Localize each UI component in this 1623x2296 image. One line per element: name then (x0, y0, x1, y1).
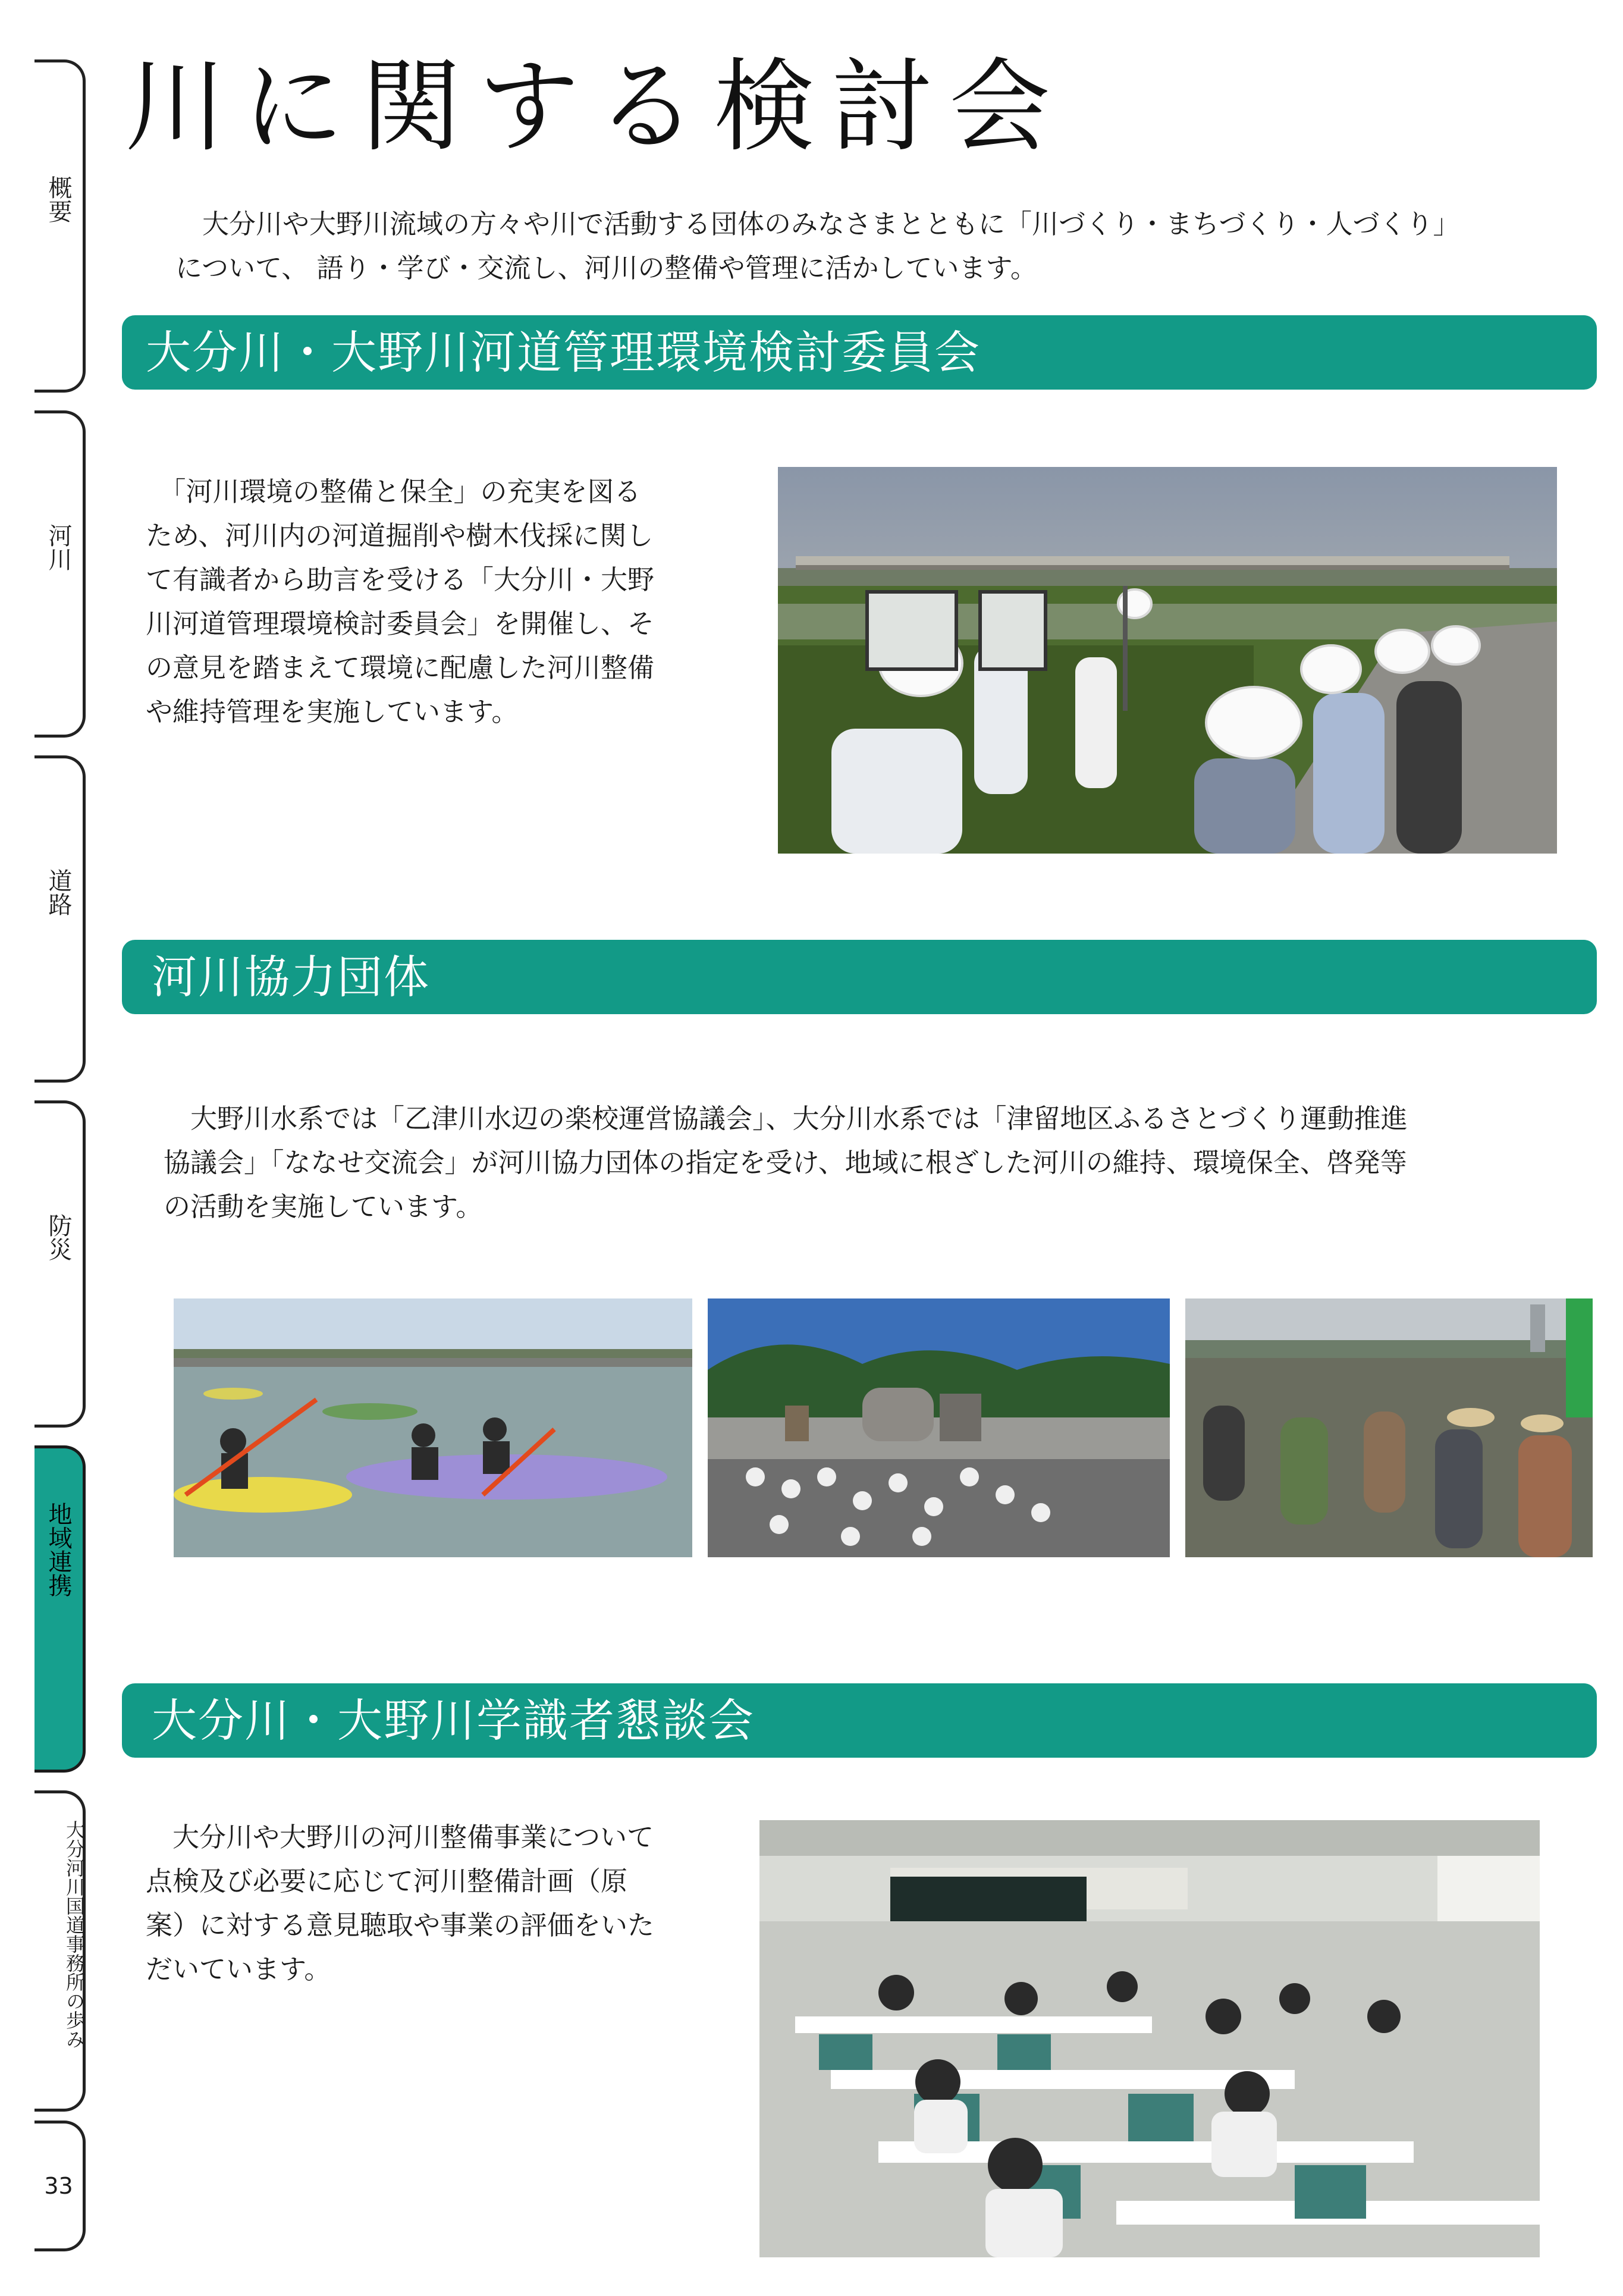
body-line: 「河川環境の整備と保全」の充実を図る (146, 476, 641, 507)
body-line: 案）に対する意見聴取や事業の評価をいた (146, 1909, 655, 1941)
body-line: て有識者から助言を受ける「大分川・大野 (146, 564, 655, 595)
side-tab-river[interactable] (34, 410, 86, 738)
body-line: 川河道管理環境検討委員会」を開催し、そ (146, 608, 655, 639)
side-tab-community[interactable] (34, 1445, 86, 1773)
side-tab-label: 地域連携 (45, 1502, 72, 1597)
side-tab-road[interactable] (34, 755, 86, 1083)
section-heading: 河川協力団体 (122, 940, 1597, 1014)
intro-line: 大分川や大野川流域の方々や川で活動する団体のみなさまとともに「川づくり・まちづくり・人づくり」 (175, 208, 1460, 240)
body-line: 大野川水系では「乙津川水辺の楽校運営協議会」、大分川水系では「津留地区ふるさとづくり運動推進 (164, 1103, 1408, 1134)
body-line: の活動を実施しています。 (164, 1191, 483, 1222)
body-line: の意見を踏まえて環境に配慮した河川整備 (146, 652, 655, 683)
committee-inspection-photo (778, 467, 1557, 854)
intro-line: について、 語り・学び・交流し、河川の整備や管理に活かしています。 (175, 252, 1037, 284)
canoe-activity-photo (174, 1298, 692, 1557)
body-line: や維持管理を実施しています。 (146, 696, 519, 727)
body-line: 大分川や大野川の河川整備事業について (146, 1821, 654, 1853)
body-line: 協議会」「ななせ交流会」が河川協力団体の指定を受け、地域に根ざした河川の維持、環境保全、啓発等 (164, 1147, 1407, 1178)
side-tab-label: 河川 (45, 523, 72, 571)
section-heading: 大分川・大野川河道管理環境検討委員会 (122, 315, 1597, 390)
section-heading: 大分川・大野川学識者懇談会 (122, 1683, 1597, 1758)
side-tab-history[interactable] (34, 1790, 86, 2112)
body-line: 点検及び必要に応じて河川整備計画（原 (146, 1865, 628, 1897)
side-tab-label: 大分河川国道事務所の歩み (63, 1820, 86, 2049)
body-line: だいています。 (146, 1953, 331, 1985)
side-tab-disaster[interactable] (34, 1100, 86, 1428)
page-title: 川に関する検討会 (125, 48, 1068, 166)
page-number: 33 (34, 2121, 86, 2251)
side-tab-label: 道路 (45, 868, 72, 916)
body-line: ため、河川内の河道掘削や樹木伐採に関し (146, 520, 654, 551)
community-event-photo (1185, 1298, 1593, 1557)
side-tab-label: 防災 (45, 1213, 72, 1261)
side-tab-label: 概要 (45, 175, 72, 223)
side-tab-overview[interactable] (34, 59, 86, 393)
riverside-gathering-photo (708, 1298, 1170, 1557)
expert-meeting-photo (759, 1820, 1540, 2257)
